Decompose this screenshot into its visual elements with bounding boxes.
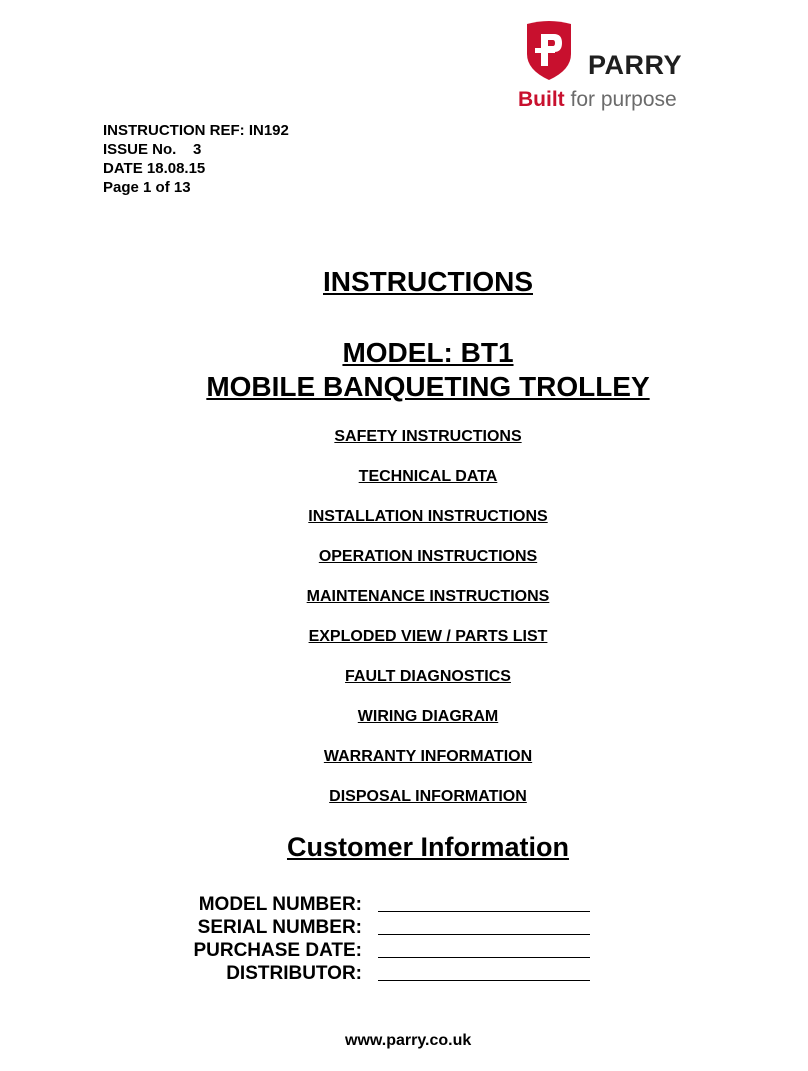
contents-item <box>0 668 808 708</box>
customer-field-row <box>150 962 590 985</box>
contents-item-label: SAFETY INSTRUCTIONS <box>334 428 522 445</box>
contents-item <box>0 708 808 748</box>
website-footer: www.parry.co.uk <box>345 1032 472 1049</box>
document-reference <box>103 121 289 197</box>
issue-number: ISSUE No. 3 <box>103 141 202 158</box>
customer-field-blank <box>378 956 590 958</box>
contents-item <box>0 428 808 468</box>
contents-item <box>0 588 808 628</box>
customer-field-row <box>150 893 590 916</box>
instruction-ref: INSTRUCTION REF: IN192 <box>103 122 289 139</box>
parry-shield-icon <box>524 20 574 82</box>
contents-item-label: MAINTENANCE INSTRUCTIONS <box>306 588 550 605</box>
logo-tagline: Built for purpose <box>518 88 677 111</box>
contents-item <box>0 748 808 788</box>
customer-field-blank <box>378 979 590 981</box>
contents-item <box>0 788 808 828</box>
customer-field-label: MODEL NUMBER: <box>198 894 362 915</box>
customer-field-row <box>150 916 590 939</box>
contents-item-label: EXPLODED VIEW / PARTS LIST <box>308 628 548 645</box>
contents-item <box>0 508 808 548</box>
document-title: INSTRUCTIONS <box>323 266 533 297</box>
contents-item <box>0 548 808 588</box>
page-number: Page 1 of 13 <box>103 179 191 196</box>
model-line: MODEL: BT1 <box>342 337 514 368</box>
customer-field-blank <box>378 933 590 935</box>
contents-item <box>0 628 808 668</box>
customer-info-form <box>150 893 590 985</box>
model-heading <box>0 336 808 404</box>
contents-item <box>0 468 808 508</box>
contents-item-label: TECHNICAL DATA <box>358 468 498 485</box>
contents-item-label: WARRANTY INFORMATION <box>323 748 533 765</box>
contents-item-label: OPERATION INSTRUCTIONS <box>318 548 538 565</box>
logo-wordmark: PARRY <box>588 50 683 80</box>
customer-field-label: PURCHASE DATE: <box>193 940 362 961</box>
product-line: MOBILE BANQUETING TROLLEY <box>206 371 650 402</box>
contents-item-label: INSTALLATION INSTRUCTIONS <box>308 508 548 525</box>
customer-field-blank <box>378 910 590 912</box>
parry-logo <box>518 20 714 115</box>
contents-item-label: WIRING DIAGRAM <box>357 708 499 725</box>
contents-item-label: DISPOSAL INFORMATION <box>329 788 527 805</box>
customer-field-row <box>150 939 590 962</box>
issue-date: DATE 18.08.15 <box>103 160 206 177</box>
contents-item-label: FAULT DIAGNOSTICS <box>345 668 511 685</box>
customer-field-label: SERIAL NUMBER: <box>197 917 362 938</box>
customer-info-heading: Customer Information <box>286 832 569 862</box>
contents-list <box>0 428 808 828</box>
customer-field-label: DISTRIBUTOR: <box>226 963 362 984</box>
